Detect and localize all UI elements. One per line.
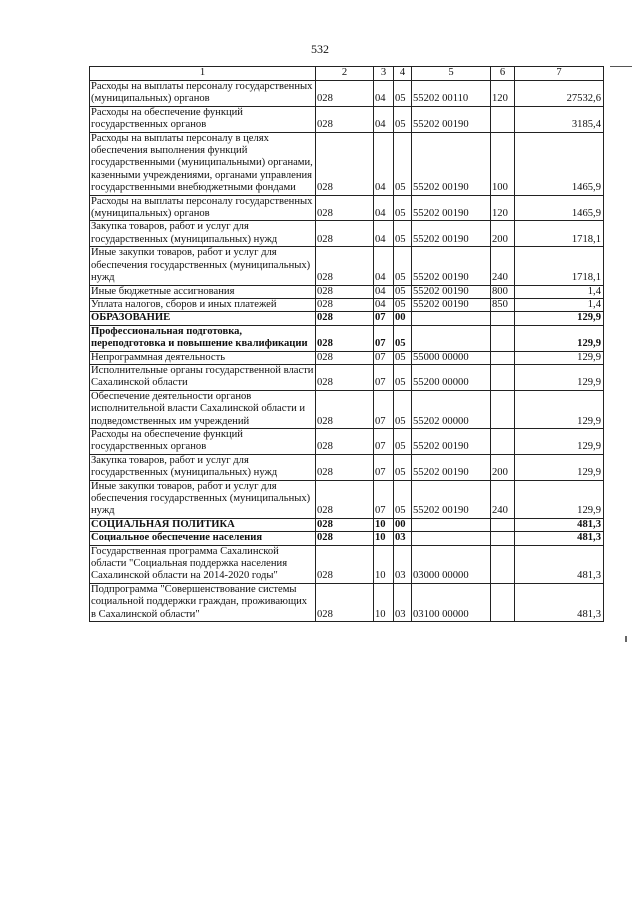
row-target-article-cell: 55202 00190 — [412, 132, 491, 195]
row-subsection-cell: 05 — [394, 454, 412, 480]
row-expense-type-cell — [491, 390, 515, 428]
row-subsection-cell: 03 — [394, 583, 412, 621]
header-cell: 3 — [374, 67, 394, 81]
row-name-cell: Подпрограмма "Совершенствование системы социальной поддержки граждан, проживающих в Сахалинской области" — [90, 583, 316, 621]
table-row — [90, 221, 604, 247]
row-code-cell: 028 — [316, 532, 374, 545]
row-expense-type-cell — [491, 364, 515, 390]
row-target-article-cell — [412, 312, 491, 325]
row-target-article-cell: 55202 00190 — [412, 454, 491, 480]
row-subsection-cell: 05 — [394, 364, 412, 390]
row-subsection-cell: 05 — [394, 390, 412, 428]
row-amount-cell: 129,9 — [515, 364, 604, 390]
row-subsection-cell: 05 — [394, 428, 412, 454]
row-target-article-cell: 55202 00190 — [412, 106, 491, 132]
row-target-article-cell — [412, 325, 491, 351]
row-amount-cell: 481,3 — [515, 583, 604, 621]
row-code-cell: 028 — [316, 298, 374, 311]
row-target-article-cell: 55202 00190 — [412, 285, 491, 298]
row-amount-cell: 129,9 — [515, 312, 604, 325]
row-expense-type-cell: 200 — [491, 221, 515, 247]
row-name-cell: Расходы на обеспечение функций государственных органов — [90, 428, 316, 454]
table-header-row — [90, 67, 604, 81]
row-code-cell: 028 — [316, 480, 374, 518]
row-expense-type-cell: 800 — [491, 285, 515, 298]
header-cell: 1 — [90, 67, 316, 81]
row-amount-cell: 1465,9 — [515, 195, 604, 221]
table-row — [90, 285, 604, 298]
table-row — [90, 364, 604, 390]
row-subsection-cell: 05 — [394, 480, 412, 518]
row-section-cell: 07 — [374, 312, 394, 325]
scan-artifact-line — [610, 66, 632, 67]
row-amount-cell: 1465,9 — [515, 132, 604, 195]
row-section-cell: 07 — [374, 325, 394, 351]
row-section-cell: 07 — [374, 364, 394, 390]
row-name-cell: Закупка товаров, работ и услуг для государственных (муниципальных) нужд — [90, 454, 316, 480]
header-cell: 5 — [412, 67, 491, 81]
row-code-cell: 028 — [316, 545, 374, 583]
row-amount-cell: 129,9 — [515, 351, 604, 364]
row-code-cell: 028 — [316, 132, 374, 195]
row-target-article-cell: 03100 00000 — [412, 583, 491, 621]
row-subsection-cell: 00 — [394, 312, 412, 325]
row-section-cell: 07 — [374, 480, 394, 518]
row-amount-cell: 3185,4 — [515, 106, 604, 132]
row-amount-cell: 1718,1 — [515, 247, 604, 285]
row-name-cell: Иные закупки товаров, работ и услуг для обеспечения государственных (муниципальных) нужд — [90, 247, 316, 285]
row-section-cell: 07 — [374, 390, 394, 428]
row-expense-type-cell — [491, 325, 515, 351]
row-name-cell: Закупка товаров, работ и услуг для государственных (муниципальных) нужд — [90, 221, 316, 247]
row-target-article-cell — [412, 518, 491, 531]
row-expense-type-cell: 120 — [491, 195, 515, 221]
row-name-cell: Иные закупки товаров, работ и услуг для обеспечения государственных (муниципальных) нужд — [90, 480, 316, 518]
row-section-cell: 07 — [374, 428, 394, 454]
header-cell: 4 — [394, 67, 412, 81]
row-expense-type-cell: 850 — [491, 298, 515, 311]
row-subsection-cell: 05 — [394, 81, 412, 107]
row-subsection-cell: 03 — [394, 545, 412, 583]
row-section-cell: 10 — [374, 532, 394, 545]
row-code-cell: 028 — [316, 428, 374, 454]
row-subsection-cell: 05 — [394, 132, 412, 195]
row-subsection-cell: 05 — [394, 325, 412, 351]
row-subsection-cell: 03 — [394, 532, 412, 545]
row-amount-cell: 129,9 — [515, 480, 604, 518]
row-expense-type-cell — [491, 532, 515, 545]
row-section-cell: 07 — [374, 454, 394, 480]
row-name-cell: Государственная программа Сахалинской области "Социальная поддержка населения Сахалинской области на 2014-2020 годы" — [90, 545, 316, 583]
row-code-cell: 028 — [316, 247, 374, 285]
row-amount-cell: 1718,1 — [515, 221, 604, 247]
table-row — [90, 545, 604, 583]
row-code-cell: 028 — [316, 325, 374, 351]
row-target-article-cell: 03000 00000 — [412, 545, 491, 583]
row-subsection-cell: 05 — [394, 351, 412, 364]
row-name-cell: Социальное обеспечение населения — [90, 532, 316, 545]
row-section-cell: 04 — [374, 298, 394, 311]
row-amount-cell: 481,3 — [515, 545, 604, 583]
row-amount-cell: 27532,6 — [515, 81, 604, 107]
row-target-article-cell: 55202 00190 — [412, 195, 491, 221]
header-cell: 6 — [491, 67, 515, 81]
row-name-cell: Обеспечение деятельности органов исполнительной власти Сахалинской области и подведомственных им учреждений — [90, 390, 316, 428]
row-name-cell: СОЦИАЛЬНАЯ ПОЛИТИКА — [90, 518, 316, 531]
table-row — [90, 298, 604, 311]
row-expense-type-cell — [491, 312, 515, 325]
row-code-cell: 028 — [316, 285, 374, 298]
row-name-cell: Уплата налогов, сборов и иных платежей — [90, 298, 316, 311]
row-subsection-cell: 05 — [394, 195, 412, 221]
row-target-article-cell: 55202 00190 — [412, 298, 491, 311]
row-name-cell: Расходы на выплаты персоналу государственных (муниципальных) органов — [90, 195, 316, 221]
row-code-cell: 028 — [316, 81, 374, 107]
row-code-cell: 028 — [316, 583, 374, 621]
row-amount-cell: 1,4 — [515, 285, 604, 298]
row-subsection-cell: 05 — [394, 106, 412, 132]
row-code-cell: 028 — [316, 518, 374, 531]
table-row — [90, 106, 604, 132]
row-amount-cell: 129,9 — [515, 428, 604, 454]
row-section-cell: 10 — [374, 583, 394, 621]
row-amount-cell: 129,9 — [515, 390, 604, 428]
row-expense-type-cell: 200 — [491, 454, 515, 480]
row-expense-type-cell: 100 — [491, 132, 515, 195]
row-code-cell: 028 — [316, 106, 374, 132]
row-target-article-cell: 55000 00000 — [412, 351, 491, 364]
row-subsection-cell: 00 — [394, 518, 412, 531]
row-section-cell: 04 — [374, 81, 394, 107]
row-amount-cell: 481,3 — [515, 532, 604, 545]
row-name-cell: ОБРАЗОВАНИЕ — [90, 312, 316, 325]
table-row — [90, 532, 604, 545]
row-amount-cell: 481,3 — [515, 518, 604, 531]
row-code-cell: 028 — [316, 364, 374, 390]
row-expense-type-cell — [491, 518, 515, 531]
table-row — [90, 81, 604, 107]
row-name-cell: Исполнительные органы государственной власти Сахалинской области — [90, 364, 316, 390]
table-row — [90, 325, 604, 351]
row-section-cell: 04 — [374, 132, 394, 195]
table-row — [90, 518, 604, 531]
row-code-cell: 028 — [316, 454, 374, 480]
row-section-cell: 04 — [374, 285, 394, 298]
row-amount-cell: 129,9 — [515, 325, 604, 351]
header-cell: 2 — [316, 67, 374, 81]
row-expense-type-cell: 240 — [491, 480, 515, 518]
table-row — [90, 195, 604, 221]
row-target-article-cell: 55202 00190 — [412, 428, 491, 454]
table-row — [90, 390, 604, 428]
row-subsection-cell: 05 — [394, 285, 412, 298]
table-row — [90, 480, 604, 518]
row-section-cell: 07 — [374, 351, 394, 364]
budget-table — [89, 66, 604, 622]
row-expense-type-cell — [491, 351, 515, 364]
row-expense-type-cell — [491, 545, 515, 583]
row-target-article-cell: 55202 00190 — [412, 247, 491, 285]
row-code-cell: 028 — [316, 195, 374, 221]
table-row — [90, 132, 604, 195]
row-code-cell: 028 — [316, 221, 374, 247]
row-expense-type-cell: 240 — [491, 247, 515, 285]
row-section-cell: 10 — [374, 545, 394, 583]
row-subsection-cell: 05 — [394, 298, 412, 311]
row-section-cell: 04 — [374, 247, 394, 285]
row-section-cell: 10 — [374, 518, 394, 531]
row-expense-type-cell — [491, 428, 515, 454]
row-section-cell: 04 — [374, 195, 394, 221]
row-target-article-cell: 55202 00190 — [412, 480, 491, 518]
row-code-cell: 028 — [316, 351, 374, 364]
row-name-cell: Профессиональная подготовка, переподготовка и повышение квалификации — [90, 325, 316, 351]
row-expense-type-cell — [491, 106, 515, 132]
row-amount-cell: 1,4 — [515, 298, 604, 311]
row-section-cell: 04 — [374, 106, 394, 132]
row-amount-cell: 129,9 — [515, 454, 604, 480]
row-name-cell: Непрограммная деятельность — [90, 351, 316, 364]
row-code-cell: 028 — [316, 312, 374, 325]
row-section-cell: 04 — [374, 221, 394, 247]
header-cell: 7 — [515, 67, 604, 81]
row-name-cell: Расходы на обеспечение функций государственных органов — [90, 106, 316, 132]
table-row — [90, 247, 604, 285]
row-expense-type-cell — [491, 583, 515, 621]
row-target-article-cell — [412, 532, 491, 545]
row-name-cell: Расходы на выплаты персоналу государственных (муниципальных) органов — [90, 81, 316, 107]
row-subsection-cell: 05 — [394, 221, 412, 247]
row-subsection-cell: 05 — [394, 247, 412, 285]
row-code-cell: 028 — [316, 390, 374, 428]
table-row — [90, 428, 604, 454]
row-target-article-cell: 55202 00190 — [412, 221, 491, 247]
table-row — [90, 454, 604, 480]
scan-artifact-dot — [625, 636, 627, 642]
row-target-article-cell: 55202 00110 — [412, 81, 491, 107]
row-name-cell: Иные бюджетные ассигнования — [90, 285, 316, 298]
table-row — [90, 583, 604, 621]
row-expense-type-cell: 120 — [491, 81, 515, 107]
table-row — [90, 312, 604, 325]
table-row — [90, 351, 604, 364]
row-name-cell: Расходы на выплаты персоналу в целях обеспечения выполнения функций государственными (муниципальными) органами, казенными учреждениями, органами управления государственными внебюджетными фондами — [90, 132, 316, 195]
row-target-article-cell: 55202 00000 — [412, 390, 491, 428]
row-target-article-cell: 55200 00000 — [412, 364, 491, 390]
page-number: 532 — [311, 42, 329, 56]
